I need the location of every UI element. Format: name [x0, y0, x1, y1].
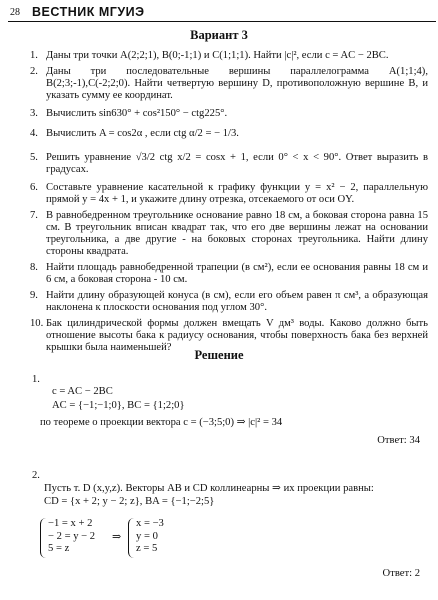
solution1-line1: c = AC − 2BC: [52, 386, 113, 397]
solution2-number: 2.: [32, 470, 40, 481]
task-item: [30, 66, 428, 102]
task-text: Вычислить A = cos2α , если ctg α/2 = − 1/3.: [46, 128, 239, 139]
task-number: 3.: [30, 108, 38, 119]
system-right-eq1: x = −3: [136, 518, 164, 529]
task-item: [30, 108, 428, 120]
task-text: Даны три последовательные вершины параллелограмма A(1;1;4), B(2;3;-1),C(-2;2;0). Найти четвертую вершину D, противоположную вершине B, и указать сумму ее координат.: [46, 66, 428, 101]
system-right-eq3: z = 5: [136, 543, 158, 554]
solution1-line3: по теореме о проекции вектора c = (−3;5;0) ⇒ |c|² = 34: [40, 417, 283, 428]
task-text: Составьте уравнение касательной к графику функции y = x² − 2, параллельную прямой y = 4x + 1, и укажите длину отрезка, отсекаемого от оси OY.: [46, 182, 428, 205]
system-right-eq2: y = 0: [136, 530, 158, 542]
solution1-answer: Ответ: 34: [377, 435, 420, 446]
task-item: [30, 152, 428, 176]
task-text: Вычислить sin630° + cos²150° − ctg225°.: [46, 108, 228, 119]
task-number: 7.: [30, 210, 38, 221]
variant-title: Вариант 3: [190, 28, 248, 42]
task-number: 8.: [30, 262, 38, 273]
system-right-lines: [136, 518, 164, 556]
task-number: 1.: [30, 50, 38, 61]
solution-title: Решение: [194, 348, 244, 362]
task-item: [30, 50, 428, 62]
task-text: В равнобедренном треугольнике основание равно 18 см, а боковая сторона равна 15 см. В треугольник вписан квадрат так, что его две вершины лежат на основании треугольника, а две другие - на боковых сторонах треугольника. Найти длину стороны квадрата.: [46, 210, 428, 257]
task-text: Бак цилиндрической формы должен вмещать V дм³ воды. Каково должно быть отношение высоты бака к радиусу основания, чтобы поверхность бака без верхней крышки была наименьшей?: [46, 318, 428, 353]
task-number: 6.: [30, 182, 38, 193]
task-item: [30, 128, 428, 140]
solution2-line1: Пусть т. D (x,y,z). Векторы AB и CD коллинеарны ⇒ их проекции равны:: [44, 483, 374, 494]
task-item: [30, 210, 428, 258]
right-brace: [128, 518, 135, 558]
task-item: [30, 262, 428, 286]
journal-name: ВЕСТНИК МГУИЭ: [32, 5, 145, 19]
solution1-number: 1.: [32, 374, 40, 385]
task-text: Найти длину образующей конуса (в см), если его объем равен π см³, а образующая наклонена к плоскости основания под углом 30°.: [46, 290, 428, 313]
system-left-eq2: − 2 = y − 2: [48, 530, 96, 542]
task-number: 9.: [30, 290, 38, 301]
task-text: Найти площадь равнобедренной трапеции (в см²), если ее основания равны 18 см и 6 см, а боковая сторона - 10 см.: [46, 262, 428, 285]
page-header: [8, 6, 436, 22]
solution2-line2: CD = {x + 2; y − 2; z}, BA = {−1;−2;5}: [44, 496, 215, 507]
task-number: 4.: [30, 128, 38, 139]
system-left-eq1: −1 = x + 2: [48, 518, 93, 529]
system-left-eq3: 5 = z: [48, 543, 70, 554]
solution2-answer: Ответ: 2: [382, 568, 420, 579]
header-rule: [8, 21, 436, 22]
page-number: 28: [10, 7, 20, 18]
left-brace: [40, 518, 47, 558]
task-number: 5.: [30, 152, 38, 163]
task-item: [30, 290, 428, 314]
system-left-lines: [48, 518, 95, 556]
task-text: Даны три точки A(2;2;1), B(0;-1;1) и C(1;1;1). Найти |c|², если c = AC − 2BC.: [46, 50, 389, 61]
system-right: [128, 518, 198, 558]
task-text: Решить уравнение √3/2 ctg x/2 = cosx + 1, если 0° < x < 90°. Ответ выразить в градусах.: [46, 152, 428, 175]
implies-arrow: ⇒: [112, 531, 122, 543]
task-number: 10.: [30, 318, 44, 329]
task-item: [30, 182, 428, 206]
task-number: 2.: [30, 66, 38, 77]
task-list: [30, 50, 428, 358]
solution1-line2: AC = {−1;−1;0}, BC = {1;2;0}: [52, 400, 185, 411]
